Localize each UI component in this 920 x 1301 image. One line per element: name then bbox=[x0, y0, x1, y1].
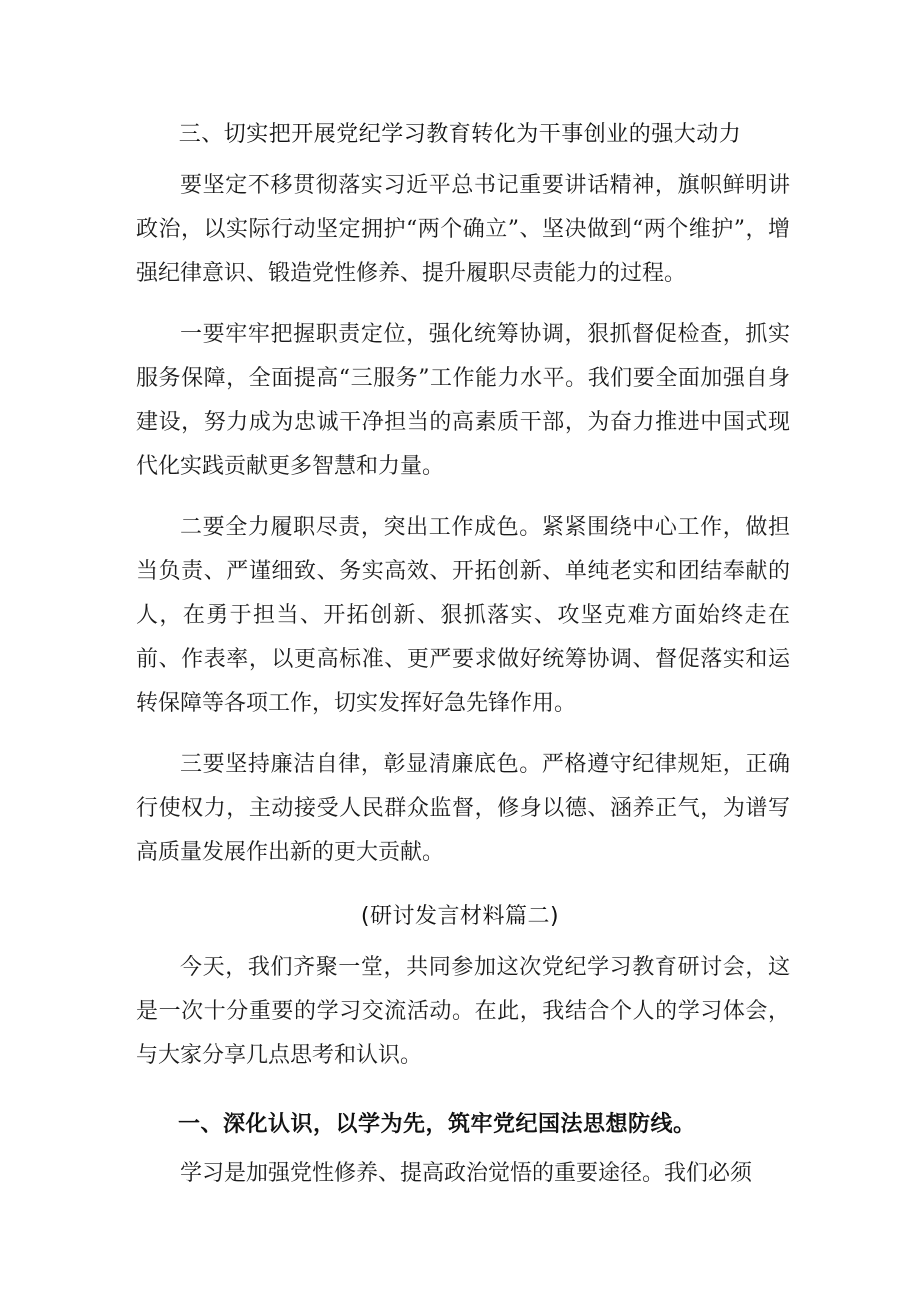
part-two-section-heading-1: 一、深化认识，以学为先，筑牢党纪国法思想防线。 bbox=[178, 1112, 696, 1137]
part-two-title: (研讨发言材料篇二) bbox=[360, 904, 560, 929]
part-two-intro-paragraph: 今天，我们齐聚一堂，共同参加这次党纪学习教育研讨会，这是一次十分重要的学习交流活动。在此，我结合个人的学习体会，与大家分享几点思考和认识。 bbox=[136, 955, 790, 1068]
part-two-body-paragraph-1: 学习是加强党性修养、提高政治觉悟的重要途径。我们必须 bbox=[180, 1161, 753, 1186]
body-paragraph-2: 一要牢牢把握职责定位，强化统筹协调，狠抓督促检查，抓实服务保障，全面提高“三服务”工作能力水平。我们要全面加强自身建设，努力成为忠诚干净担当的高素质干部，为奋力推进中国式现代化实践贡献更多智慧和力量。 bbox=[136, 322, 790, 479]
section-heading-3: 三、切实把开展党纪学习教育转化为干事创业的强大动力 bbox=[178, 122, 742, 147]
body-paragraph-4: 三要坚持廉洁自律，彰显清廉底色。严格遵守纪律规矩，正确行使权力，主动接受人民群众监督，修身以德、涵养正气，为谱写高质量发展作出新的更大贡献。 bbox=[136, 752, 790, 865]
body-paragraph-1: 要坚定不移贯彻落实习近平总书记重要讲话精神，旗帜鲜明讲政治，以实际行动坚定拥护“两个确立”、坚决做到“两个维护”，增强纪律意识、锻造党性修养、提升履职尽责能力的过程。 bbox=[136, 173, 790, 286]
body-paragraph-3: 二要全力履职尽责，突出工作成色。紧紧围绕中心工作，做担当负责、严谨细致、务实高效、开拓创新、单纯老实和团结奉献的人，在勇于担当、开拓创新、狠抓落实、攻坚克难方面始终走在前、作表率，以更高标准、更严要求做好统筹协调、督促落实和运转保障等各项工作，切实发挥好急先锋作用。 bbox=[136, 515, 790, 716]
